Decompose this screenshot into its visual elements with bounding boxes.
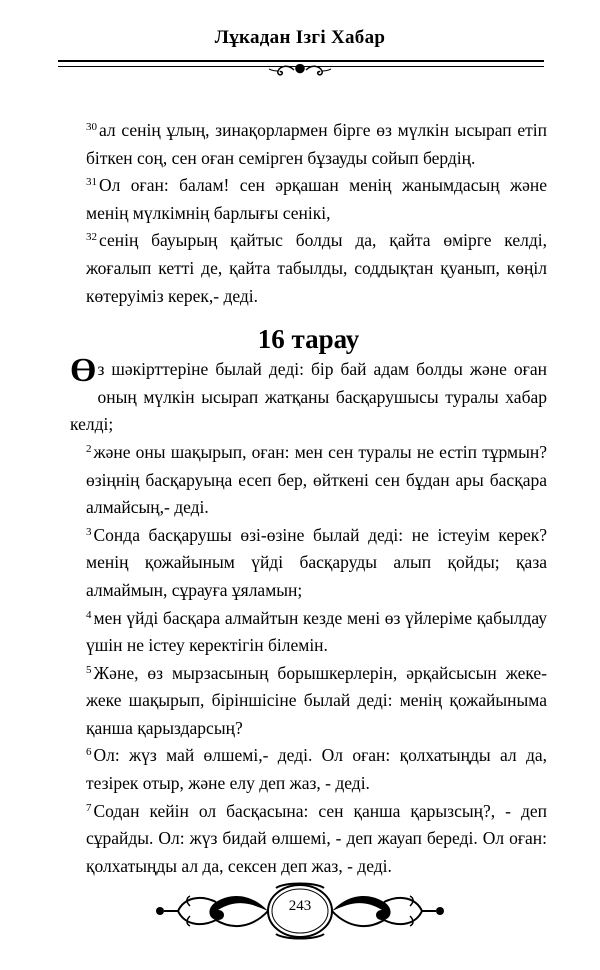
drop-cap: Ө	[70, 352, 97, 390]
verse-text: Және, өз мырзасының борышкерлерін, әрқайсысын жеке-жеке шақырып, біріншісіне былай деді: менің қожайыныма қанша қарыздарсың?	[86, 662, 547, 738]
verse-2	[70, 439, 547, 522]
verse-text: Ол: жүз май өлшемі,- деді. Ол оған: қолхатыңды ал да, тезірек отыр, және елу деп жаз, - деді.	[86, 745, 547, 794]
verse-number: 3	[86, 525, 92, 538]
verse-30	[70, 117, 547, 172]
verse-number: 4	[86, 608, 92, 621]
verse-4	[70, 605, 547, 660]
verse-text: Сонда басқарушы өзі-өзіне былай деді: не істеуім керек? менің қожайыным үйді басқаруды алып қойды; қаза алмаймын, сұрауға ұяламын;	[86, 524, 547, 600]
verse-1	[70, 352, 547, 439]
verse-text: з шәкірттеріне былай деді: бір бай адам болды және оған оның мүлкін ысырап жатқаны басқарушысы туралы хабар келді;	[70, 359, 547, 435]
verse-text: сенің бауырың қайтыс болды да, қайта өмірге келді, жоғалып кетті де, қайта табылды, соддықтан қуанып, көңіл көтеруіміз керек,- деді.	[86, 230, 547, 306]
verse-number: 2	[86, 442, 92, 455]
verse-text: мен үйді басқара алмайтын кезде мені өз үйлеріме қабылдау үшін не істеу керектігін білемін.	[86, 607, 547, 656]
header-ornament-icon	[268, 62, 332, 78]
verse-number: 31	[86, 176, 97, 189]
verse-number: 7	[86, 801, 92, 814]
page-number: 243	[288, 898, 312, 914]
page-footer	[120, 876, 480, 946]
verse-number: 30	[86, 121, 97, 133]
chapter-title: 16 тарау	[257, 324, 360, 355]
verse-number: 5	[86, 663, 92, 676]
running-header: Лұкадан Ізгі Хабар	[214, 27, 386, 48]
verse-text: және оны шақырып, оған: мен сен туралы не естіп тұрмын? өзіңнің басқаруыңа есеп бер, өйткені сен бұдан ары басқара алмайсың,- деді.	[86, 441, 547, 518]
verse-number: 32	[86, 231, 97, 244]
verse-7	[70, 798, 547, 881]
verse-text: Содан кейін ол басқасына: сен қанша қарызсың?, - деп сұрайды. Ол: жүз бидай өлшемі, - деп жауап береді. Ол оған: қолхатыңды ал да, сексен деп жаз, - деді.	[86, 800, 547, 876]
body-text	[70, 117, 547, 880]
verse-text: ал сенің ұлың, зинақорлармен бірге өз мүлкін ысырап етіп біткен соң, сен оған семірген бұзауды сойып бердің.	[86, 120, 547, 168]
verse-31	[70, 172, 547, 227]
verse-number: 6	[86, 746, 92, 759]
verse-6	[70, 742, 547, 797]
verse-text: Ол оған: балам! сен әрқашан менің жанымдасың және менің мүлкімнің барлығы сенікі,	[86, 175, 547, 223]
verse-3	[70, 522, 547, 605]
verse-32	[70, 227, 547, 310]
verse-5	[70, 660, 547, 743]
